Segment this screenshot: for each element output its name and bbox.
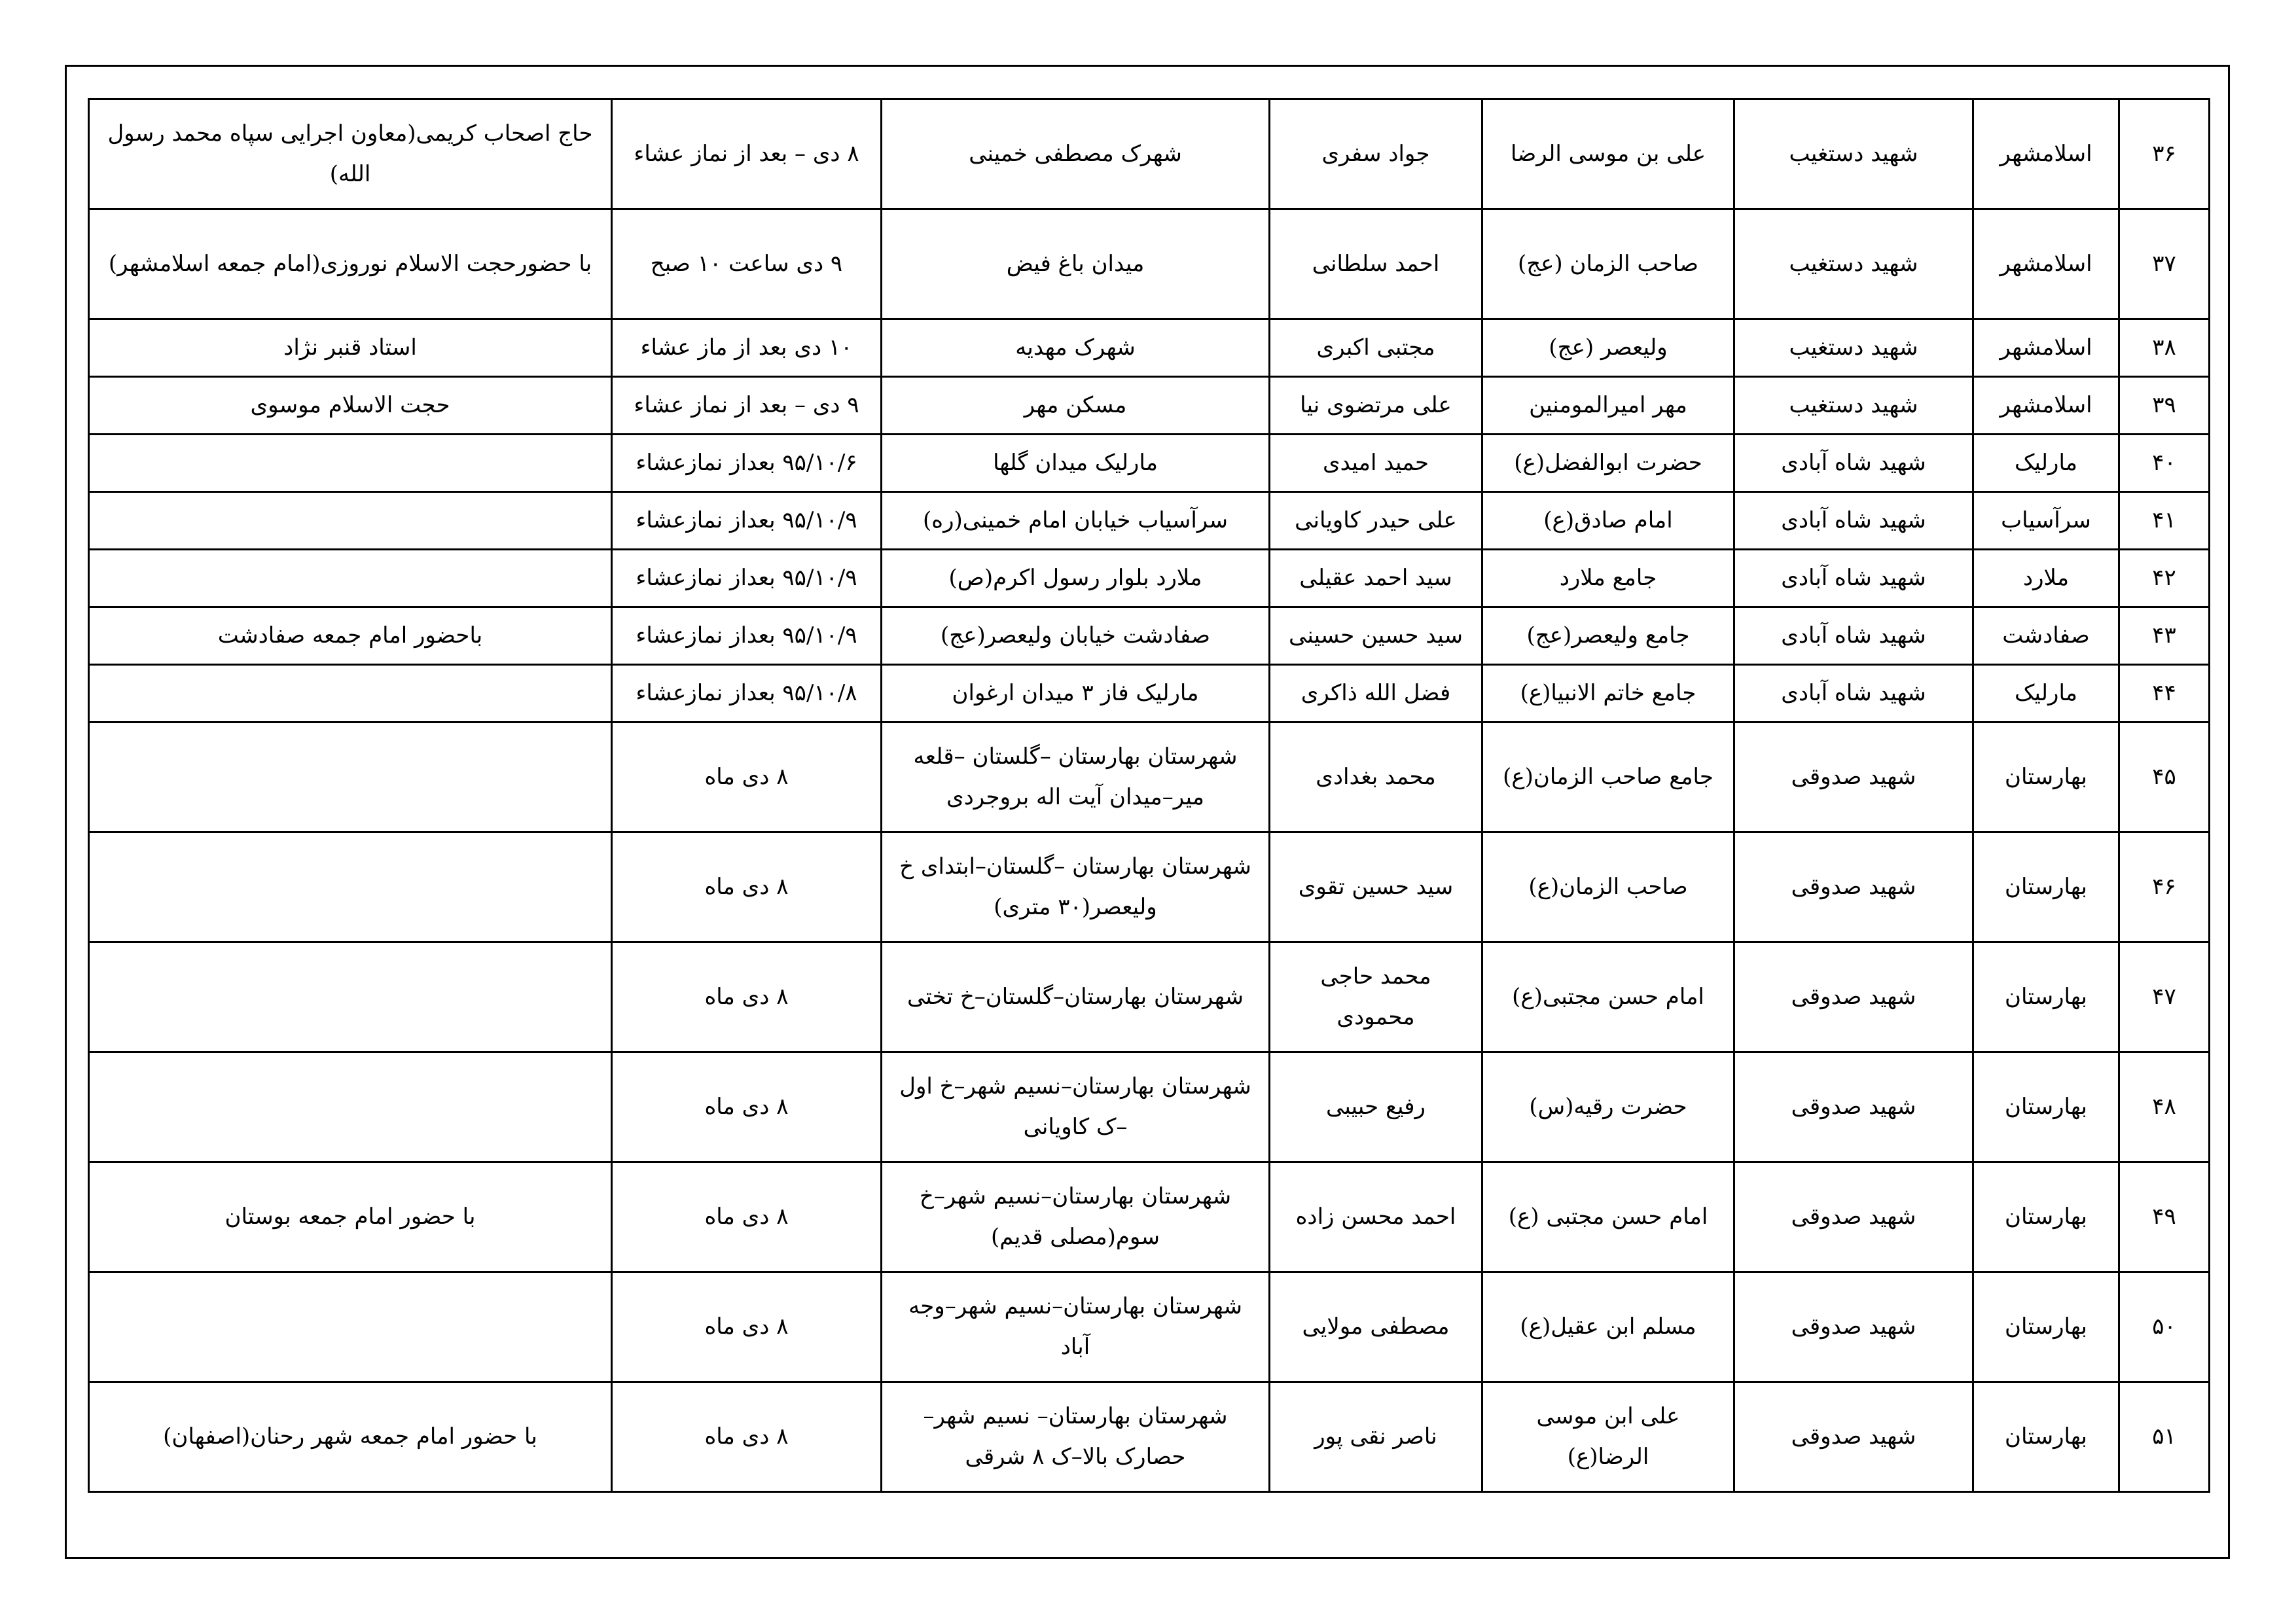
location-cell: شهرستان بهارستان –گلستان–ابتدای خ ولیعصر(۳۰ متری)	[882, 832, 1270, 942]
base-cell: شهید صدوقی	[1734, 832, 1973, 942]
location-cell: شهرستان بهارستان–نسیم شهر–خ اول –ک کاویانی	[882, 1052, 1270, 1162]
table-row	[89, 319, 2210, 377]
city-cell: ملارد	[1973, 550, 2119, 607]
time-cell: ۸ دی ماه	[612, 1052, 882, 1162]
table-row	[89, 492, 2210, 550]
mosque-cell: مهر امیرالمومنین	[1482, 377, 1734, 435]
time-cell: ۹۵/۱۰/۹ بعداز نمازعشاء	[612, 550, 882, 607]
location-cell: مارلیک فاز ۳ میدان ارغوان	[882, 665, 1270, 722]
city-cell: سرآسیاب	[1973, 492, 2119, 550]
time-cell: ۸ دی ماه	[612, 1382, 882, 1492]
row-number-cell: ۵۱	[2119, 1382, 2210, 1492]
row-number-cell: ۴۷	[2119, 942, 2210, 1052]
note-cell	[89, 492, 612, 550]
row-number-cell: ۴۳	[2119, 607, 2210, 665]
row-number-cell: ۴۲	[2119, 550, 2210, 607]
note-cell	[89, 1052, 612, 1162]
note-cell: با حضور امام جمعه شهر رحنان(اصفهان)	[89, 1382, 612, 1492]
location-cell: ملارد بلوار رسول اکرم(ص)	[882, 550, 1270, 607]
base-cell: شهید دستغیب	[1734, 377, 1973, 435]
speaker-cell: سید احمد عقیلی	[1270, 550, 1482, 607]
city-cell: بهارستان	[1973, 942, 2119, 1052]
table-row	[89, 1052, 2210, 1162]
time-cell: ۹ دی ساعت ۱۰ صبح	[612, 209, 882, 319]
time-cell: ۸ دی ماه	[612, 722, 882, 832]
base-cell: شهید صدوقی	[1734, 1052, 1973, 1162]
note-cell: با حضورحجت الاسلام نوروزی(امام جمعه اسلامشهر)	[89, 209, 612, 319]
note-cell: حجت الاسلام موسوی	[89, 377, 612, 435]
mosque-cell: مسلم ابن عقیل(ع)	[1482, 1272, 1734, 1382]
location-cell: شهرستان بهارستان –گلستان –قلعه میر–میدان آیت اله بروجردی	[882, 722, 1270, 832]
city-cell: مارلیک	[1973, 665, 2119, 722]
speaker-cell: ناصر نقی پور	[1270, 1382, 1482, 1492]
speaker-cell: علی مرتضوی نیا	[1270, 377, 1482, 435]
base-cell: شهید شاه آبادی	[1734, 607, 1973, 665]
location-cell: مارلیک میدان گلها	[882, 435, 1270, 492]
city-cell: اسلامشهر	[1973, 99, 2119, 209]
time-cell: ۹۵/۱۰/۹ بعداز نمازعشاء	[612, 607, 882, 665]
city-cell: بهارستان	[1973, 1162, 2119, 1272]
row-number-cell: ۴۴	[2119, 665, 2210, 722]
time-cell: ۹ دی – بعد از نماز عشاء	[612, 377, 882, 435]
location-cell: میدان باغ فیض	[882, 209, 1270, 319]
table-row	[89, 1272, 2210, 1382]
speaker-cell: محمد حاجی محمودی	[1270, 942, 1482, 1052]
row-number-cell: ۵۰	[2119, 1272, 2210, 1382]
location-cell: شهرستان بهارستان–گلستان–خ تختی	[882, 942, 1270, 1052]
city-cell: بهارستان	[1973, 832, 2119, 942]
location-cell: شهرک مهدیه	[882, 319, 1270, 377]
schedule-table-container	[88, 98, 2208, 1493]
table-row	[89, 942, 2210, 1052]
table-row	[89, 1382, 2210, 1492]
base-cell: شهید دستغیب	[1734, 209, 1973, 319]
row-number-cell: ۴۰	[2119, 435, 2210, 492]
mosque-cell: علی ابن موسی الرضا(ع)	[1482, 1382, 1734, 1492]
row-number-cell: ۳۸	[2119, 319, 2210, 377]
base-cell: شهید شاه آبادی	[1734, 550, 1973, 607]
base-cell: شهید شاه آبادی	[1734, 435, 1973, 492]
location-cell: شهرستان بهارستان–نسیم شهر–خ سوم(مصلی قدیم)	[882, 1162, 1270, 1272]
table-row	[89, 832, 2210, 942]
time-cell: ۱۰ دی بعد از ماز عشاء	[612, 319, 882, 377]
mosque-cell: امام حسن مجتبی(ع)	[1482, 942, 1734, 1052]
note-cell: حاج اصحاب کریمی(معاون اجرایی سپاه محمد رسول الله)	[89, 99, 612, 209]
city-cell: بهارستان	[1973, 722, 2119, 832]
base-cell: شهید صدوقی	[1734, 1382, 1973, 1492]
time-cell: ۸ دی ماه	[612, 1162, 882, 1272]
speaker-cell: محمد بغدادی	[1270, 722, 1482, 832]
mosque-cell: صاحب الزمان (عج)	[1482, 209, 1734, 319]
mosque-cell: صاحب الزمان(ع)	[1482, 832, 1734, 942]
mosque-cell: حضرت ابوالفضل(ع)	[1482, 435, 1734, 492]
time-cell: ۹۵/۱۰/۸ بعداز نمازعشاء	[612, 665, 882, 722]
speaker-cell: احمد سلطانی	[1270, 209, 1482, 319]
note-cell	[89, 942, 612, 1052]
city-cell: صفادشت	[1973, 607, 2119, 665]
mosque-cell: علی بن موسی الرضا	[1482, 99, 1734, 209]
city-cell: بهارستان	[1973, 1382, 2119, 1492]
table-row	[89, 665, 2210, 722]
speaker-cell: رفیع حبیبی	[1270, 1052, 1482, 1162]
row-number-cell: ۴۵	[2119, 722, 2210, 832]
time-cell: ۸ دی ماه	[612, 1272, 882, 1382]
note-cell	[89, 722, 612, 832]
city-cell: اسلامشهر	[1973, 319, 2119, 377]
row-number-cell: ۳۹	[2119, 377, 2210, 435]
note-cell	[89, 550, 612, 607]
row-number-cell: ۳۷	[2119, 209, 2210, 319]
row-number-cell: ۴۹	[2119, 1162, 2210, 1272]
table-row	[89, 550, 2210, 607]
location-cell: مسکن مهر	[882, 377, 1270, 435]
speaker-cell: احمد محسن زاده	[1270, 1162, 1482, 1272]
mosque-cell: حضرت رقیه(س)	[1482, 1052, 1734, 1162]
mosque-cell: ولیعصر (عج)	[1482, 319, 1734, 377]
note-cell: باحضور امام جمعه صفادشت	[89, 607, 612, 665]
location-cell: سرآسیاب خیابان امام خمینی(ره)	[882, 492, 1270, 550]
mosque-cell: جامع خاتم الانبیا(ع)	[1482, 665, 1734, 722]
base-cell: شهید صدوقی	[1734, 1162, 1973, 1272]
table-row	[89, 377, 2210, 435]
row-number-cell: ۳۶	[2119, 99, 2210, 209]
table-row	[89, 607, 2210, 665]
base-cell: شهید صدوقی	[1734, 1272, 1973, 1382]
speaker-cell: حمید امیدی	[1270, 435, 1482, 492]
location-cell: شهرستان بهارستان–نسیم شهر–وجه آباد	[882, 1272, 1270, 1382]
location-cell: شهرستان بهارستان– نسیم شهر–حصارک بالا–ک ۸ شرقی	[882, 1382, 1270, 1492]
mosque-cell: امام حسن مجتبی (ع)	[1482, 1162, 1734, 1272]
mosque-cell: جامع صاحب الزمان(ع)	[1482, 722, 1734, 832]
location-cell: صفادشت خیابان ولیعصر(عج)	[882, 607, 1270, 665]
city-cell: اسلامشهر	[1973, 209, 2119, 319]
base-cell: شهید صدوقی	[1734, 722, 1973, 832]
mosque-cell: جامع ولیعصر(عج)	[1482, 607, 1734, 665]
city-cell: بهارستان	[1973, 1272, 2119, 1382]
base-cell: شهید دستغیب	[1734, 319, 1973, 377]
base-cell: شهید شاه آبادی	[1734, 665, 1973, 722]
time-cell: ۸ دی ماه	[612, 942, 882, 1052]
mosque-cell: جامع ملارد	[1482, 550, 1734, 607]
speaker-cell: جواد سفری	[1270, 99, 1482, 209]
row-number-cell: ۴۶	[2119, 832, 2210, 942]
speaker-cell: مجتبی اکبری	[1270, 319, 1482, 377]
note-cell	[89, 665, 612, 722]
time-cell: ۹۵/۱۰/۶ بعداز نمازعشاء	[612, 435, 882, 492]
note-cell: استاد قنبر نژاد	[89, 319, 612, 377]
note-cell: با حضور امام جمعه بوستان	[89, 1162, 612, 1272]
note-cell	[89, 435, 612, 492]
speaker-cell: مصطفی مولایی	[1270, 1272, 1482, 1382]
table-row	[89, 99, 2210, 209]
time-cell: ۸ دی – بعد از نماز عشاء	[612, 99, 882, 209]
speaker-cell: علی حیدر کاویانی	[1270, 492, 1482, 550]
speaker-cell: سید حسین تقوی	[1270, 832, 1482, 942]
time-cell: ۸ دی ماه	[612, 832, 882, 942]
row-number-cell: ۴۸	[2119, 1052, 2210, 1162]
base-cell: شهید صدوقی	[1734, 942, 1973, 1052]
row-number-cell: ۴۱	[2119, 492, 2210, 550]
table-row	[89, 209, 2210, 319]
mosque-cell: امام صادق(ع)	[1482, 492, 1734, 550]
note-cell	[89, 832, 612, 942]
city-cell: مارلیک	[1973, 435, 2119, 492]
table-row	[89, 435, 2210, 492]
base-cell: شهید شاه آبادی	[1734, 492, 1973, 550]
city-cell: اسلامشهر	[1973, 377, 2119, 435]
speaker-cell: سید حسین حسینی	[1270, 607, 1482, 665]
note-cell	[89, 1272, 612, 1382]
table-row	[89, 1162, 2210, 1272]
base-cell: شهید دستغیب	[1734, 99, 1973, 209]
table-row	[89, 722, 2210, 832]
time-cell: ۹۵/۱۰/۹ بعداز نمازعشاء	[612, 492, 882, 550]
speaker-cell: فضل الله ذاکری	[1270, 665, 1482, 722]
location-cell: شهرک مصطفی خمینی	[882, 99, 1270, 209]
schedule-table	[88, 98, 2210, 1493]
city-cell: بهارستان	[1973, 1052, 2119, 1162]
